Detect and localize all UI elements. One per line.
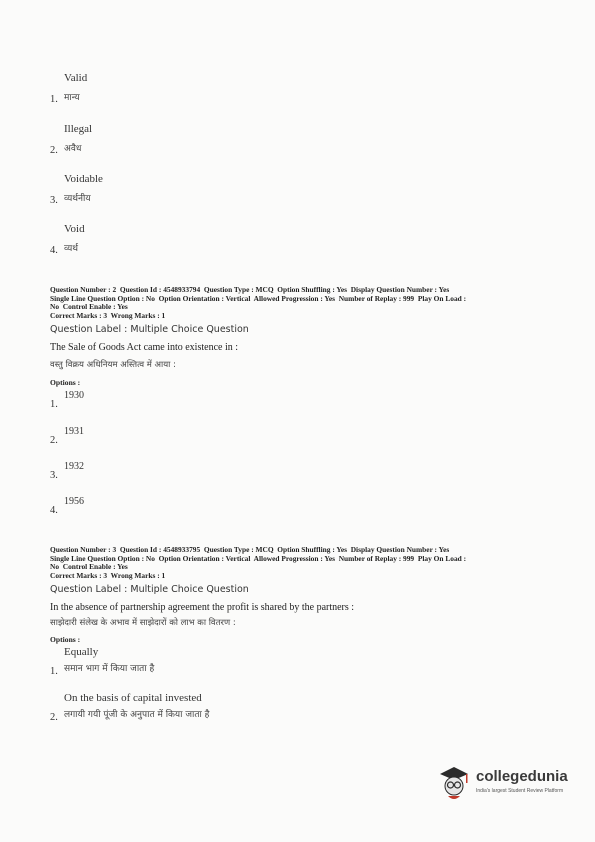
q3-meta-line: No Control Enable : Yes xyxy=(50,562,128,572)
q2-meta-line: Question Number : 2 Question Id : 4548933794 Question Type : MCQ Option Shuffling : Yes Display Question Number : Yes xyxy=(50,285,450,294)
option-text-hi: अवैध xyxy=(64,144,82,154)
option-text-en: Valid xyxy=(64,72,88,84)
option-value: 1931 xyxy=(64,426,84,437)
option-text-en: Illegal xyxy=(64,123,93,135)
option-number: 1. xyxy=(50,666,58,677)
option-text-hi: व्यर्थनीय xyxy=(64,194,91,204)
option-number: 1. xyxy=(50,399,58,410)
q3-meta-line: Question Number : 3 Question Id : 4548933795 Question Type : MCQ Option Shuffling : Yes Display Question Number : Yes xyxy=(50,545,450,554)
q3-text-en: In the absence of partnership agreement the profit is shared by the partners : xyxy=(50,602,355,613)
option-text-hi: मान्य xyxy=(64,93,80,103)
option-number: 4. xyxy=(50,505,58,516)
q3-label: Question Label : Multiple Choice Question xyxy=(50,584,249,595)
option-number: 3. xyxy=(50,470,58,481)
q2-meta xyxy=(50,286,550,320)
q2-meta-line: Single Line Question Option : No Option Orientation : Vertical Allowed Progression : Yes Number of Replay : 999 Play On Load : xyxy=(50,293,467,303)
q3-options-heading: Options : xyxy=(50,635,81,644)
option-number: 1. xyxy=(50,94,58,105)
option-text-hi: समान भाग में किया जाता है xyxy=(64,664,155,674)
q2-options-heading: Options : xyxy=(50,378,81,387)
option-text-hi: लगायी गयी पूंजी के अनुपात में किया जाता है xyxy=(64,710,210,720)
option-value: 1956 xyxy=(64,496,84,507)
q2-text-en: The Sale of Goods Act came into existence in : xyxy=(50,342,239,353)
q2-marks: Correct Marks : 3 Wrong Marks : 1 xyxy=(50,310,166,320)
option-number: 3. xyxy=(50,195,58,206)
collegedunia-logo xyxy=(434,760,584,810)
option-number: 4. xyxy=(50,245,58,256)
q3-meta xyxy=(50,546,550,580)
option-text-en: Void xyxy=(64,223,85,235)
graduate-mascot-icon xyxy=(434,762,474,802)
q3-marks: Correct Marks : 3 Wrong Marks : 1 xyxy=(50,570,166,580)
option-value: 1930 xyxy=(64,390,84,401)
option-text-en: On the basis of capital invested xyxy=(64,692,202,704)
option-value: 1932 xyxy=(64,461,84,472)
q3-text-hi: साझेदारी संलेख के अभाव में साझेदारों को लाभ का वितरण : xyxy=(50,618,236,628)
option-text-hi: व्यर्थ xyxy=(64,244,79,254)
option-text-en: Equally xyxy=(64,646,99,658)
q2-text-hi: वस्तु विक्रय अधिनियम अस्तित्व में आया : xyxy=(50,360,176,370)
q2-meta-line: No Control Enable : Yes xyxy=(50,302,128,312)
q3-meta-line: Single Line Question Option : No Option Orientation : Vertical Allowed Progression : Yes Number of Replay : 999 Play On Load : xyxy=(50,553,467,563)
option-number: 2. xyxy=(50,145,58,156)
logo-tagline: India's largest Student Review Platform xyxy=(476,788,564,794)
option-number: 2. xyxy=(50,712,58,723)
option-text-en: Voidable xyxy=(64,173,103,185)
option-number: 2. xyxy=(50,435,58,446)
logo-name: collegedunia xyxy=(476,768,568,785)
q2-label: Question Label : Multiple Choice Question xyxy=(50,324,249,335)
